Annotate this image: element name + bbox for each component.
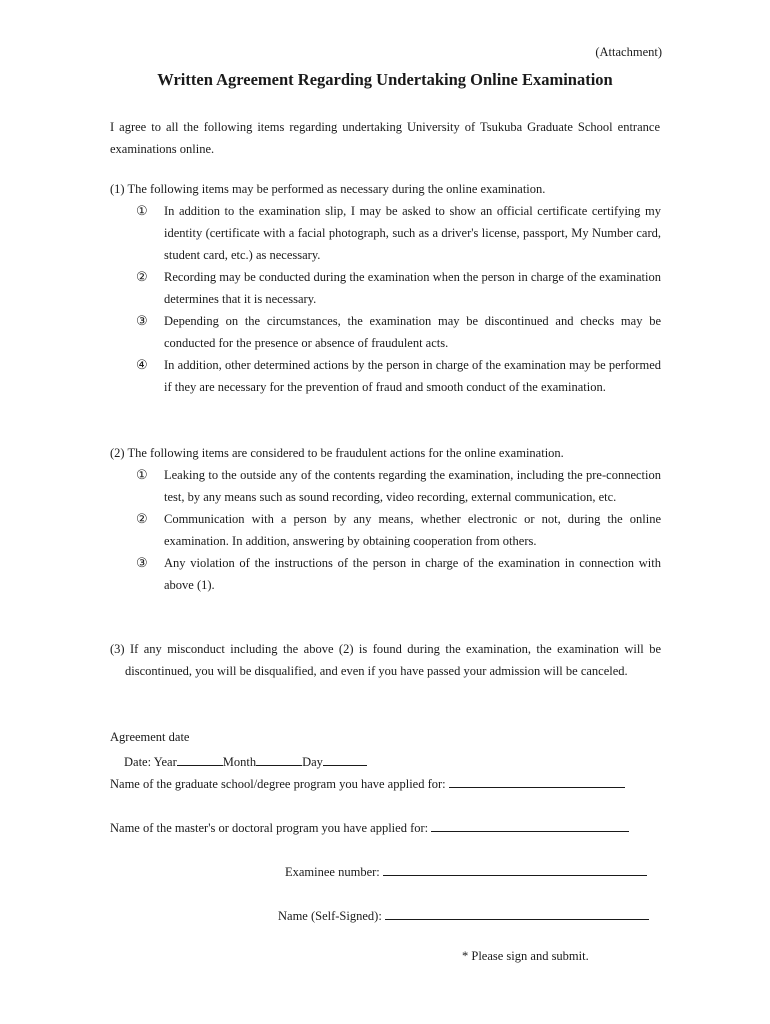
section-1-item (110, 354, 661, 398)
year-label: Date: Year (124, 755, 177, 769)
school-label: Name of the graduate school/degree program you have applied for: (110, 777, 446, 791)
item-text: In addition to the examination slip, I may be asked to show an official certificate certifying my identity (certificate with a facial photograph, such as a driver's license, passport, My Number card, student card, etc.) as necessary. (164, 204, 661, 262)
item-text: Depending on the circumstances, the examination may be discontinued and checks may be conducted for the presence or absence of fraudulent acts. (164, 314, 661, 350)
item-number: ② (136, 511, 148, 526)
item-number: ② (136, 269, 148, 284)
day-field[interactable] (323, 752, 367, 766)
section-2-item (110, 464, 661, 508)
examinee-line (285, 862, 647, 880)
program-label: Name of the master's or doctoral program you have applied for: (110, 821, 429, 835)
sign-note: * Please sign and submit. (462, 949, 589, 963)
program-line (110, 818, 629, 836)
date-line (124, 752, 367, 770)
day-label: Day (302, 755, 323, 769)
year-field[interactable] (177, 752, 223, 766)
month-label: Month (222, 755, 257, 769)
section-2-heading: (2) The following items are considered to be fraudulent actions for the online examination. (110, 446, 564, 460)
section-3 (110, 638, 661, 682)
document-title: Written Agreement Regarding Undertaking Online Examination (157, 70, 613, 89)
item-number: ③ (136, 555, 148, 570)
agreement-date-label: Agreement date (110, 730, 190, 744)
section-1-heading: (1) The following items may be performed as necessary during the online examination. (110, 182, 546, 196)
section-1-item (110, 266, 661, 310)
item-number: ③ (136, 313, 148, 328)
item-text: Any violation of the instructions of the person in charge of the examination in connection with above (1). (164, 556, 661, 592)
item-text: In addition, other determined actions by the person in charge of the examination may be performed if they are necessary for the prevention of fraud and smooth conduct of the examination. (164, 358, 661, 394)
examinee-label: Examinee number: (285, 865, 380, 879)
section-1 (110, 178, 661, 398)
name-label: Name (Self-Signed): (278, 909, 382, 923)
section-2-item (110, 552, 661, 596)
section-1-item (110, 310, 661, 354)
month-field[interactable] (256, 752, 302, 766)
item-text: Communication with a person by any means, whether electronic or not, during the online examination. In addition, answering by obtaining cooperation from others. (164, 512, 661, 548)
program-field[interactable] (431, 818, 629, 832)
item-text: Recording may be conducted during the examination when the person in charge of the examination determines that it is necessary. (164, 270, 661, 306)
name-field[interactable] (385, 906, 649, 920)
examinee-field[interactable] (383, 862, 647, 876)
section-1-item (110, 200, 661, 266)
attachment-label: (Attachment) (595, 45, 662, 59)
school-line (110, 774, 625, 792)
item-number: ① (136, 467, 148, 482)
item-text: Leaking to the outside any of the contents regarding the examination, including the pre-connection test, by any means such as sound recording, video recording, external communication, etc. (164, 468, 661, 504)
item-number: ① (136, 203, 148, 218)
school-field[interactable] (449, 774, 625, 788)
section-2-item (110, 508, 661, 552)
section-2 (110, 442, 661, 596)
item-number: ④ (136, 357, 148, 372)
section-3-paragraph: (3) If any misconduct including the above (2) is found during the examination, the examination will be discontinued, you will be disqualified, and even if you have passed your admission will be canceled. (110, 642, 661, 678)
intro-paragraph: I agree to all the following items regarding undertaking University of Tsukuba Graduate School entrance examinations online. (110, 120, 660, 156)
name-line (278, 906, 649, 924)
